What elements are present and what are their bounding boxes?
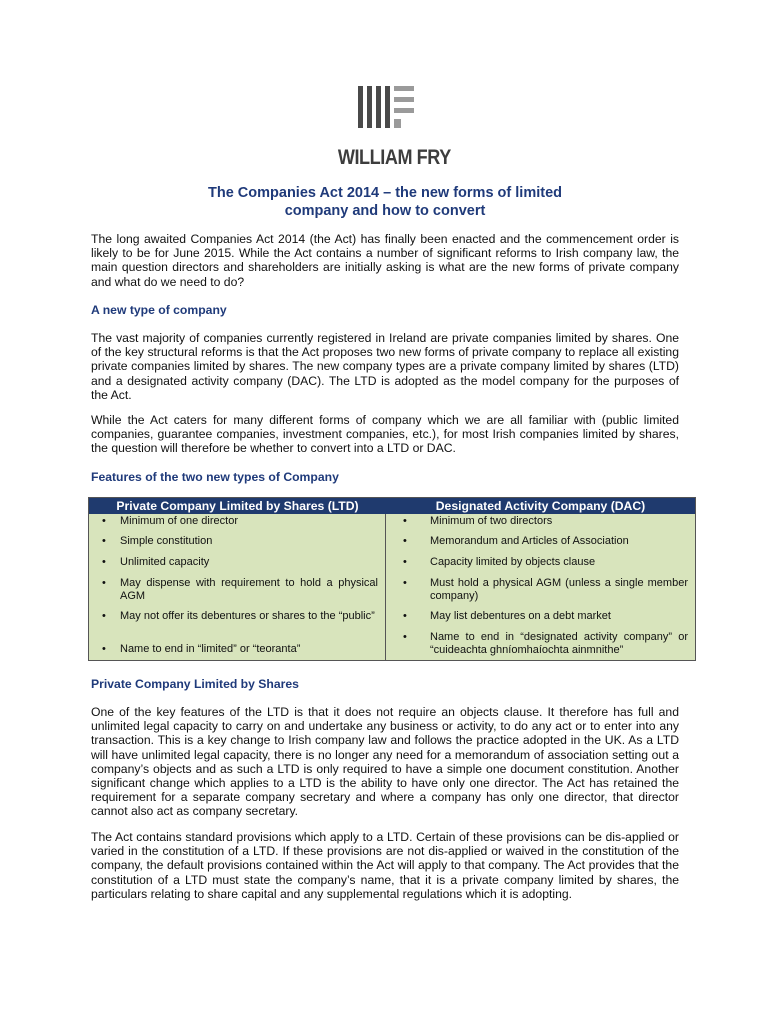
document-title [150,184,620,220]
ltd-column-header: Private Company Limited by Shares (LTD) [116,499,359,513]
section-heading-new-type: A new type of company [91,303,227,317]
bullet-icon: • [102,556,106,568]
logo-wordmark: WILLIAM FRY [337,146,451,169]
william-fry-logo [330,86,451,170]
title-line-1: The Companies Act 2014 – the new forms of limited [208,185,562,201]
bullet-icon: • [102,577,106,589]
intro-paragraph: The long awaited Companies Act 2014 (the Act) has finally been enacted and the commencement order is likely to be for June 2015. While the Act contains a number of significant reforms to Irish company law, the main question directors and shareholders are initially asking is what are the new forms of private company and what do we need to do? [91,232,679,289]
bullet-icon: • [403,631,407,643]
section-heading-ltd: Private Company Limited by Shares [91,677,299,691]
bullet-icon: • [102,515,106,527]
bullet-icon: • [102,643,106,655]
section2-paragraph-1: One of the key features of the LTD is that it does not require an objects clause. It therefore has full and unlimited legal capacity to carry on and undertake any business or activity, to do any act or to enter into any transaction. This is a key change to Irish company law and follows the practice adopted in the UK. As a LTD will have unlimited legal capacity, there is no longer any need for a memorandum of association setting out a company’s objects and as such a LTD is only required to have a simple one document constitution. Another significant change which applies to a LTD is the ability to have only one director. The Act has retained the requirement for a separate company secretary and where a company has only one director, that director cannot also act as company secretary. [91,705,679,819]
section1-paragraph-2: While the Act caters for many different forms of company which we are all familiar with (public limited companies, guarantee companies, investment companies, etc.), for most Irish companies limited by shares, the question will therefore be whether to convert into a LTD or DAC. [91,413,679,456]
dac-column-header: Designated Activity Company (DAC) [435,499,646,513]
bullet-icon: • [403,515,407,527]
bullet-icon: • [102,610,106,622]
bullet-icon: • [403,577,407,589]
logo-mark-icon [358,86,414,128]
section-heading-features: Features of the two new types of Company [91,470,339,484]
section1-paragraph-1: The vast majority of companies currently registered in Ireland are private companies limited by shares. One of the key structural reforms is that the Act proposes two new forms of private company to replace all existing private companies limited by shares. The new company types are a private company limited by shares (LTD) and a designated activity company (DAC). The LTD is adopted as the model company for the purposes of the Act. [91,331,679,402]
table-header-row [89,498,695,514]
title-line-2: company and how to convert [284,203,486,219]
bullet-icon: • [403,556,407,568]
bullet-icon: • [102,535,106,547]
features-table: Private Company Limited by Shares (LTD) Designated Activity Company (DAC) • Minimum of one director • Simple constitution • Unlimited capacity • May dispense with requirement to hold a physical AGM • May not offer its debentures or shares to the “public” • Name to end in “limited” or “teoranta” • Minimum of two directors • Memorandum and Articles of Association • Capacity limited by objects clause • Must hold a physical AGM (unless a single member company) • May list debentures on a debt market • Name to end in “designated activity company” or “cuideachta ghníomhaíochta ainmnithe” [88,497,696,661]
bullet-icon: • [403,535,407,547]
ltd-column: • Minimum of one director • Simple constitution • Unlimited capacity • May dispense with requirement to hold a physical AGM • May not offer its debentures or shares to the “public” • Name to end in “limited” or “teoranta” [89,514,386,660]
bullet-icon: • [403,610,407,622]
section2-paragraph-2: The Act contains standard provisions which apply to a LTD. Certain of these provisions can be dis-applied or varied in the constitution of a LTD. If these provisions are not dis-applied or waived in the constitution of the company, the default provisions contained within the Act will apply to that company. The Act provides that the constitution of a LTD must state the company’s name, that it is a private company limited by shares, the particulars relating to share capital and any supplemental regulations which it is adopting. [91,830,679,901]
